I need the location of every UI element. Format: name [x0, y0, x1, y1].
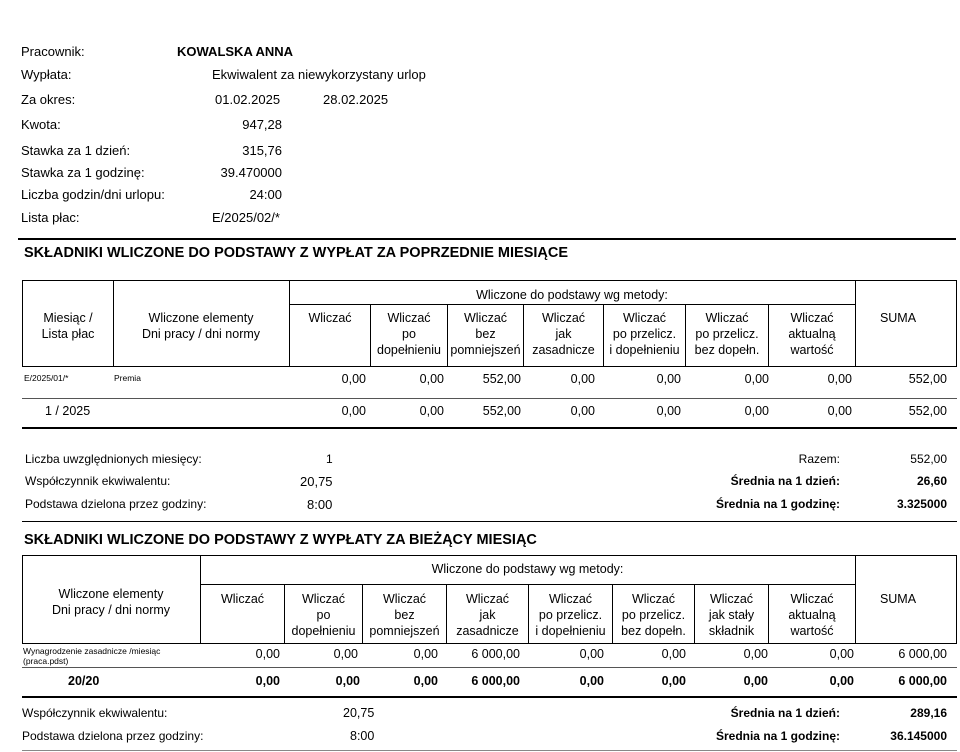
s2-base-hours-value: 8:00: [350, 729, 375, 743]
s1-row1-sum: 552,00: [908, 372, 947, 386]
header-divider: [18, 238, 956, 240]
s1-col-method: Wliczać po przelicz. i dopełnieniu: [609, 311, 680, 357]
s1-row2-value: 0,00: [744, 404, 769, 418]
s2-row1-value: 6 000,00: [471, 647, 520, 661]
s1-row2-value: 0,00: [570, 404, 595, 418]
s2-row2-value: 0,00: [579, 674, 604, 688]
s2-row2-value: 6 000,00: [471, 674, 520, 688]
s2-group-header: Wliczone do podstawy wg metody:: [431, 562, 624, 576]
employee-value: KOWALSKA ANNA: [177, 44, 294, 59]
s1-base-hours-value: 8:00: [307, 497, 333, 512]
period-label: Za okres:: [21, 92, 76, 107]
s1-top-border: [22, 280, 957, 281]
s2-row1-value: 0,00: [829, 647, 854, 661]
s2-col-method: Wliczać: [220, 592, 265, 606]
s1-vline: [956, 280, 957, 367]
s1-col-method: Wliczać bez pomniejszeń: [450, 311, 521, 357]
s2-col-method: Wliczać bez pomniejszeń: [369, 592, 440, 638]
s1-row-divider: [22, 398, 957, 399]
s2-avg-hour-label: Średnia na 1 godzinę:: [715, 729, 840, 743]
s1-row2-value: 0,00: [827, 404, 852, 418]
s1-col-method: Wliczać: [308, 311, 352, 325]
s1-col-month: Miesiąc / Lista płac: [41, 311, 95, 341]
s1-row2-value: 0,00: [656, 404, 681, 418]
s2-row2-sum: 6 000,00: [898, 674, 947, 688]
hours-label: Liczba godzin/dni urlopu:: [21, 187, 165, 202]
hour-rate-label: Stawka za 1 godzinę:: [21, 165, 145, 180]
s1-row2-month: 1 / 2025: [45, 404, 91, 418]
s1-group-header: Wliczone do podstawy wg metody:: [476, 288, 668, 302]
s2-row1-value: 0,00: [255, 647, 280, 661]
s1-avg-hour-label: Średnia na 1 godzinę:: [715, 497, 840, 511]
s1-col-method: Wliczać aktualną wartość: [788, 311, 836, 357]
s1-col-sum: SUMA: [879, 311, 917, 325]
period-from: 01.02.2025: [215, 92, 281, 107]
s2-row2-days: 20/20: [68, 674, 100, 688]
s2-bottom-border: [22, 696, 957, 698]
s2-row1-value: 0,00: [579, 647, 604, 661]
s2-vline: [956, 555, 957, 644]
footer-divider: [22, 750, 957, 751]
s1-total-label: Razem:: [798, 452, 840, 466]
s2-col-method: Wliczać po przelicz. bez dopełn.: [621, 592, 686, 638]
s1-row1-element: Premia: [114, 373, 141, 383]
s1-col-elements: Wliczone elementy Dni pracy / dni normy: [141, 311, 261, 341]
s1-base-hours-label: Podstawa dzielona przez godziny:: [25, 497, 207, 511]
payout-label: Wypłata:: [21, 67, 72, 82]
s1-row1-value: 552,00: [482, 372, 521, 386]
s2-col-method: Wliczać po przelicz. i dopełnieniu: [535, 592, 606, 638]
amount-value: 947,28: [242, 117, 282, 132]
payout-value: Ekwiwalent za niewykorzystany urlop: [212, 67, 426, 82]
s2-row2-value: 0,00: [255, 674, 280, 688]
s1-total-value: 552,00: [910, 452, 947, 466]
s1-months-value: 1: [326, 452, 333, 466]
s1-col-method: Wliczać jak zasadnicze: [532, 311, 595, 357]
amount-label: Kwota:: [21, 117, 61, 132]
s2-row1-value: 0,00: [661, 647, 686, 661]
s1-avg-hour-value: 3.325000: [896, 497, 947, 511]
day-rate-value: 315,76: [242, 143, 282, 158]
s1-col-method: Wliczać po dopełnieniu: [377, 311, 441, 357]
s2-col-method: Wliczać jak zasadnicze: [456, 592, 519, 638]
s1-row1-value: 0,00: [827, 372, 852, 386]
s2-row2-value: 0,00: [743, 674, 768, 688]
s2-row1-value: 0,00: [743, 647, 768, 661]
s2-row1-element: Wynagrodzenie zasadnicze /miesiąc: [23, 646, 161, 656]
section1-title: SKŁADNIKI WLICZONE DO PODSTAWY Z WYPŁAT ZA POPRZEDNIE MIESIĄCE: [24, 245, 569, 261]
section2-title: SKŁADNIKI WLICZONE DO PODSTAWY Z WYPŁATY ZA BIEŻĄCY MIESIĄC: [24, 532, 537, 548]
s1-coef-value: 20,75: [300, 474, 333, 489]
s2-avg-day-label: Średnia na 1 dzień:: [730, 706, 840, 720]
s1-row1-list: E/2025/01/*: [24, 373, 69, 383]
s2-top-border: [22, 555, 957, 556]
s2-coef-label: Współczynnik ekwiwalentu:: [22, 706, 168, 720]
s2-row2-value: 0,00: [413, 674, 438, 688]
period-to: 28.02.2025: [323, 92, 389, 107]
s1-row1-value: 0,00: [419, 372, 444, 386]
s1-row1-value: 0,00: [341, 372, 366, 386]
hour-rate-value: 39.470000: [220, 165, 282, 180]
employee-label: Pracownik:: [21, 44, 85, 59]
section-divider: [22, 521, 957, 522]
s1-header-bottom: [22, 366, 957, 367]
s1-row2-value: 0,00: [419, 404, 444, 418]
s2-col-method: Wliczać po dopełnieniu: [291, 592, 356, 638]
s2-col-method: Wliczać aktualną wartość: [788, 592, 836, 638]
s2-row1-sum: 6 000,00: [898, 647, 947, 661]
s2-row2-value: 0,00: [335, 674, 360, 688]
s2-base-hours-label: Podstawa dzielona przez godziny:: [22, 729, 204, 743]
s2-row1-element-code: (praca.pdst): [23, 656, 69, 666]
payroll-value: E/2025/02/*: [212, 210, 280, 225]
s1-group-divider: [289, 304, 855, 305]
s1-bottom-border: [22, 427, 957, 429]
s1-row1-value: 0,00: [656, 372, 681, 386]
hours-value: 24:00: [249, 187, 282, 202]
s1-row1-value: 0,00: [744, 372, 769, 386]
s2-row2-value: 0,00: [829, 674, 854, 688]
s2-col-sum: SUMA: [879, 592, 917, 606]
s2-row-divider: [22, 667, 957, 668]
s1-row2-value: 0,00: [341, 404, 366, 418]
s1-row2-sum: 552,00: [908, 404, 947, 418]
s2-col-method: Wliczać jak stały składnik: [708, 592, 755, 638]
s2-header-bottom: [22, 643, 957, 644]
day-rate-label: Stawka za 1 dzień:: [21, 143, 131, 158]
s1-row2-value: 552,00: [482, 404, 521, 418]
s2-coef-value: 20,75: [343, 706, 375, 720]
s1-avg-day-label: Średnia na 1 dzień:: [730, 474, 840, 488]
s1-coef-label: Współczynnik ekwiwalentu:: [25, 474, 171, 488]
s1-row1-value: 0,00: [570, 372, 595, 386]
s1-avg-day-value: 26,60: [916, 474, 947, 488]
s2-avg-day-value: 289,16: [910, 706, 947, 720]
s1-col-method: Wliczać po przelicz. bez dopełn.: [694, 311, 760, 357]
s2-row1-value: 0,00: [413, 647, 438, 661]
s2-avg-hour-value: 36.145000: [890, 729, 947, 743]
s2-col-elements: Wliczone elementy Dni pracy / dni normy: [51, 587, 171, 617]
payroll-label: Lista płac:: [21, 210, 80, 225]
s2-row2-value: 0,00: [661, 674, 686, 688]
s1-months-label: Liczba uwzględnionych miesięcy:: [25, 452, 202, 466]
s2-row1-value: 0,00: [333, 647, 358, 661]
